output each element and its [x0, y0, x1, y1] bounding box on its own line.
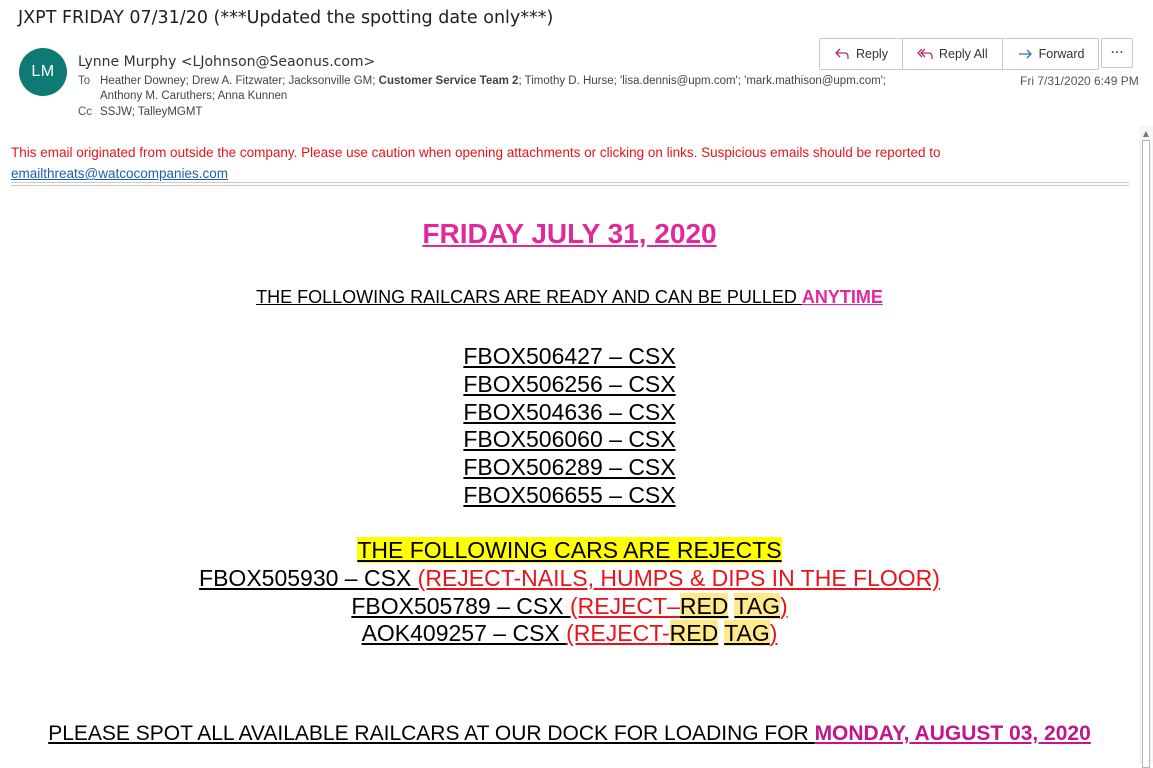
reject-item: FBOX505930 – CSX (REJECT-NAILS, HUMPS & DIPS IN THE FLOOR)	[199, 564, 940, 591]
reply-icon	[834, 47, 850, 61]
list-item: FBOX506060 – CSX	[463, 426, 676, 453]
message-actions	[819, 38, 1099, 70]
external-warning	[11, 142, 1081, 184]
spot-text: PLEASE SPOT ALL AVAILABLE RAILCARS AT OUR DOCK FOR LOADING FOR	[48, 722, 815, 745]
list-item: FBOX506289 – CSX	[463, 454, 676, 481]
reject-list	[0, 537, 1139, 648]
reply-all-label: Reply All	[938, 47, 988, 61]
ready-car-list	[0, 343, 1139, 510]
vertical-scrollbar[interactable]	[1139, 126, 1153, 763]
spot-date: MONDAY, AUGUST 03, 2020	[814, 722, 1091, 745]
scroll-thumb[interactable]	[1142, 140, 1150, 768]
rejects-header: THE FOLLOWING CARS ARE REJECTS	[357, 537, 782, 563]
spot-line	[0, 722, 1139, 746]
email-subject: JXPT FRIDAY 07/31/20 (***Updated the spotting date only***)	[18, 8, 554, 28]
list-item: FBOX506427 – CSX	[463, 343, 676, 369]
list-item: FBOX504636 – CSX	[463, 398, 676, 425]
sent-date: Fri 7/31/2020 6:49 PM	[1020, 74, 1139, 88]
forward-button[interactable]	[1003, 39, 1099, 69]
ready-highlight: ANYTIME	[801, 287, 883, 307]
sender-name[interactable]: Lynne Murphy <LJohnson@Seaonus.com>	[78, 54, 376, 70]
reply-label: Reply	[856, 47, 888, 61]
to-recipients-2[interactable]: ; Timothy D. Hurse; 'lisa.dennis@upm.com'; 'mark.mathison@upm.com';	[518, 75, 887, 87]
more-actions-button[interactable]: ···	[1101, 38, 1133, 68]
cc-line	[78, 106, 202, 118]
to-recipient-bold[interactable]: Customer Service Team 2	[378, 75, 519, 87]
to-label: To	[78, 75, 91, 87]
to-recipients-1[interactable]: Heather Downey; Drew A. Fitzwater; Jacksonville GM;	[100, 75, 379, 87]
reply-button[interactable]	[820, 39, 903, 69]
list-item: FBOX506256 – CSX	[463, 370, 676, 397]
warning-email-link[interactable]: emailthreats@watcocompanies.com	[11, 166, 229, 181]
cc-recipients[interactable]: SSJW; TalleyMGMT	[100, 106, 203, 118]
list-item: FBOX506655 – CSX	[463, 481, 676, 508]
reply-all-button[interactable]	[903, 39, 1003, 69]
to-line-2[interactable]: Anthony M. Caruthers; Anna Kunnen	[100, 90, 288, 102]
warning-text: This email originated from outside the company. Please use caution when opening attachments or clicking on links. Suspicious emails should be reported to	[11, 145, 941, 160]
reply-all-icon	[917, 47, 933, 61]
to-line	[78, 75, 886, 87]
forward-label: Forward	[1038, 47, 1085, 61]
ready-text: THE FOLLOWING RAILCARS ARE READY AND CAN BE PULLED	[256, 287, 802, 307]
forward-icon	[1017, 47, 1033, 61]
cc-label: Cc	[78, 106, 93, 118]
reject-item: AOK409257 – CSX (REJECT-RED TAG)	[361, 620, 778, 647]
divider-bottom	[11, 185, 1129, 186]
divider-top	[11, 182, 1129, 183]
reject-item: FBOX505789 – CSX (REJECT–RED TAG)	[351, 592, 788, 619]
ready-line	[0, 287, 1139, 308]
scroll-up-icon[interactable]: ▲	[1142, 128, 1150, 138]
sender-avatar: LM	[19, 48, 67, 96]
body-title: FRIDAY JULY 31, 2020	[422, 218, 717, 249]
